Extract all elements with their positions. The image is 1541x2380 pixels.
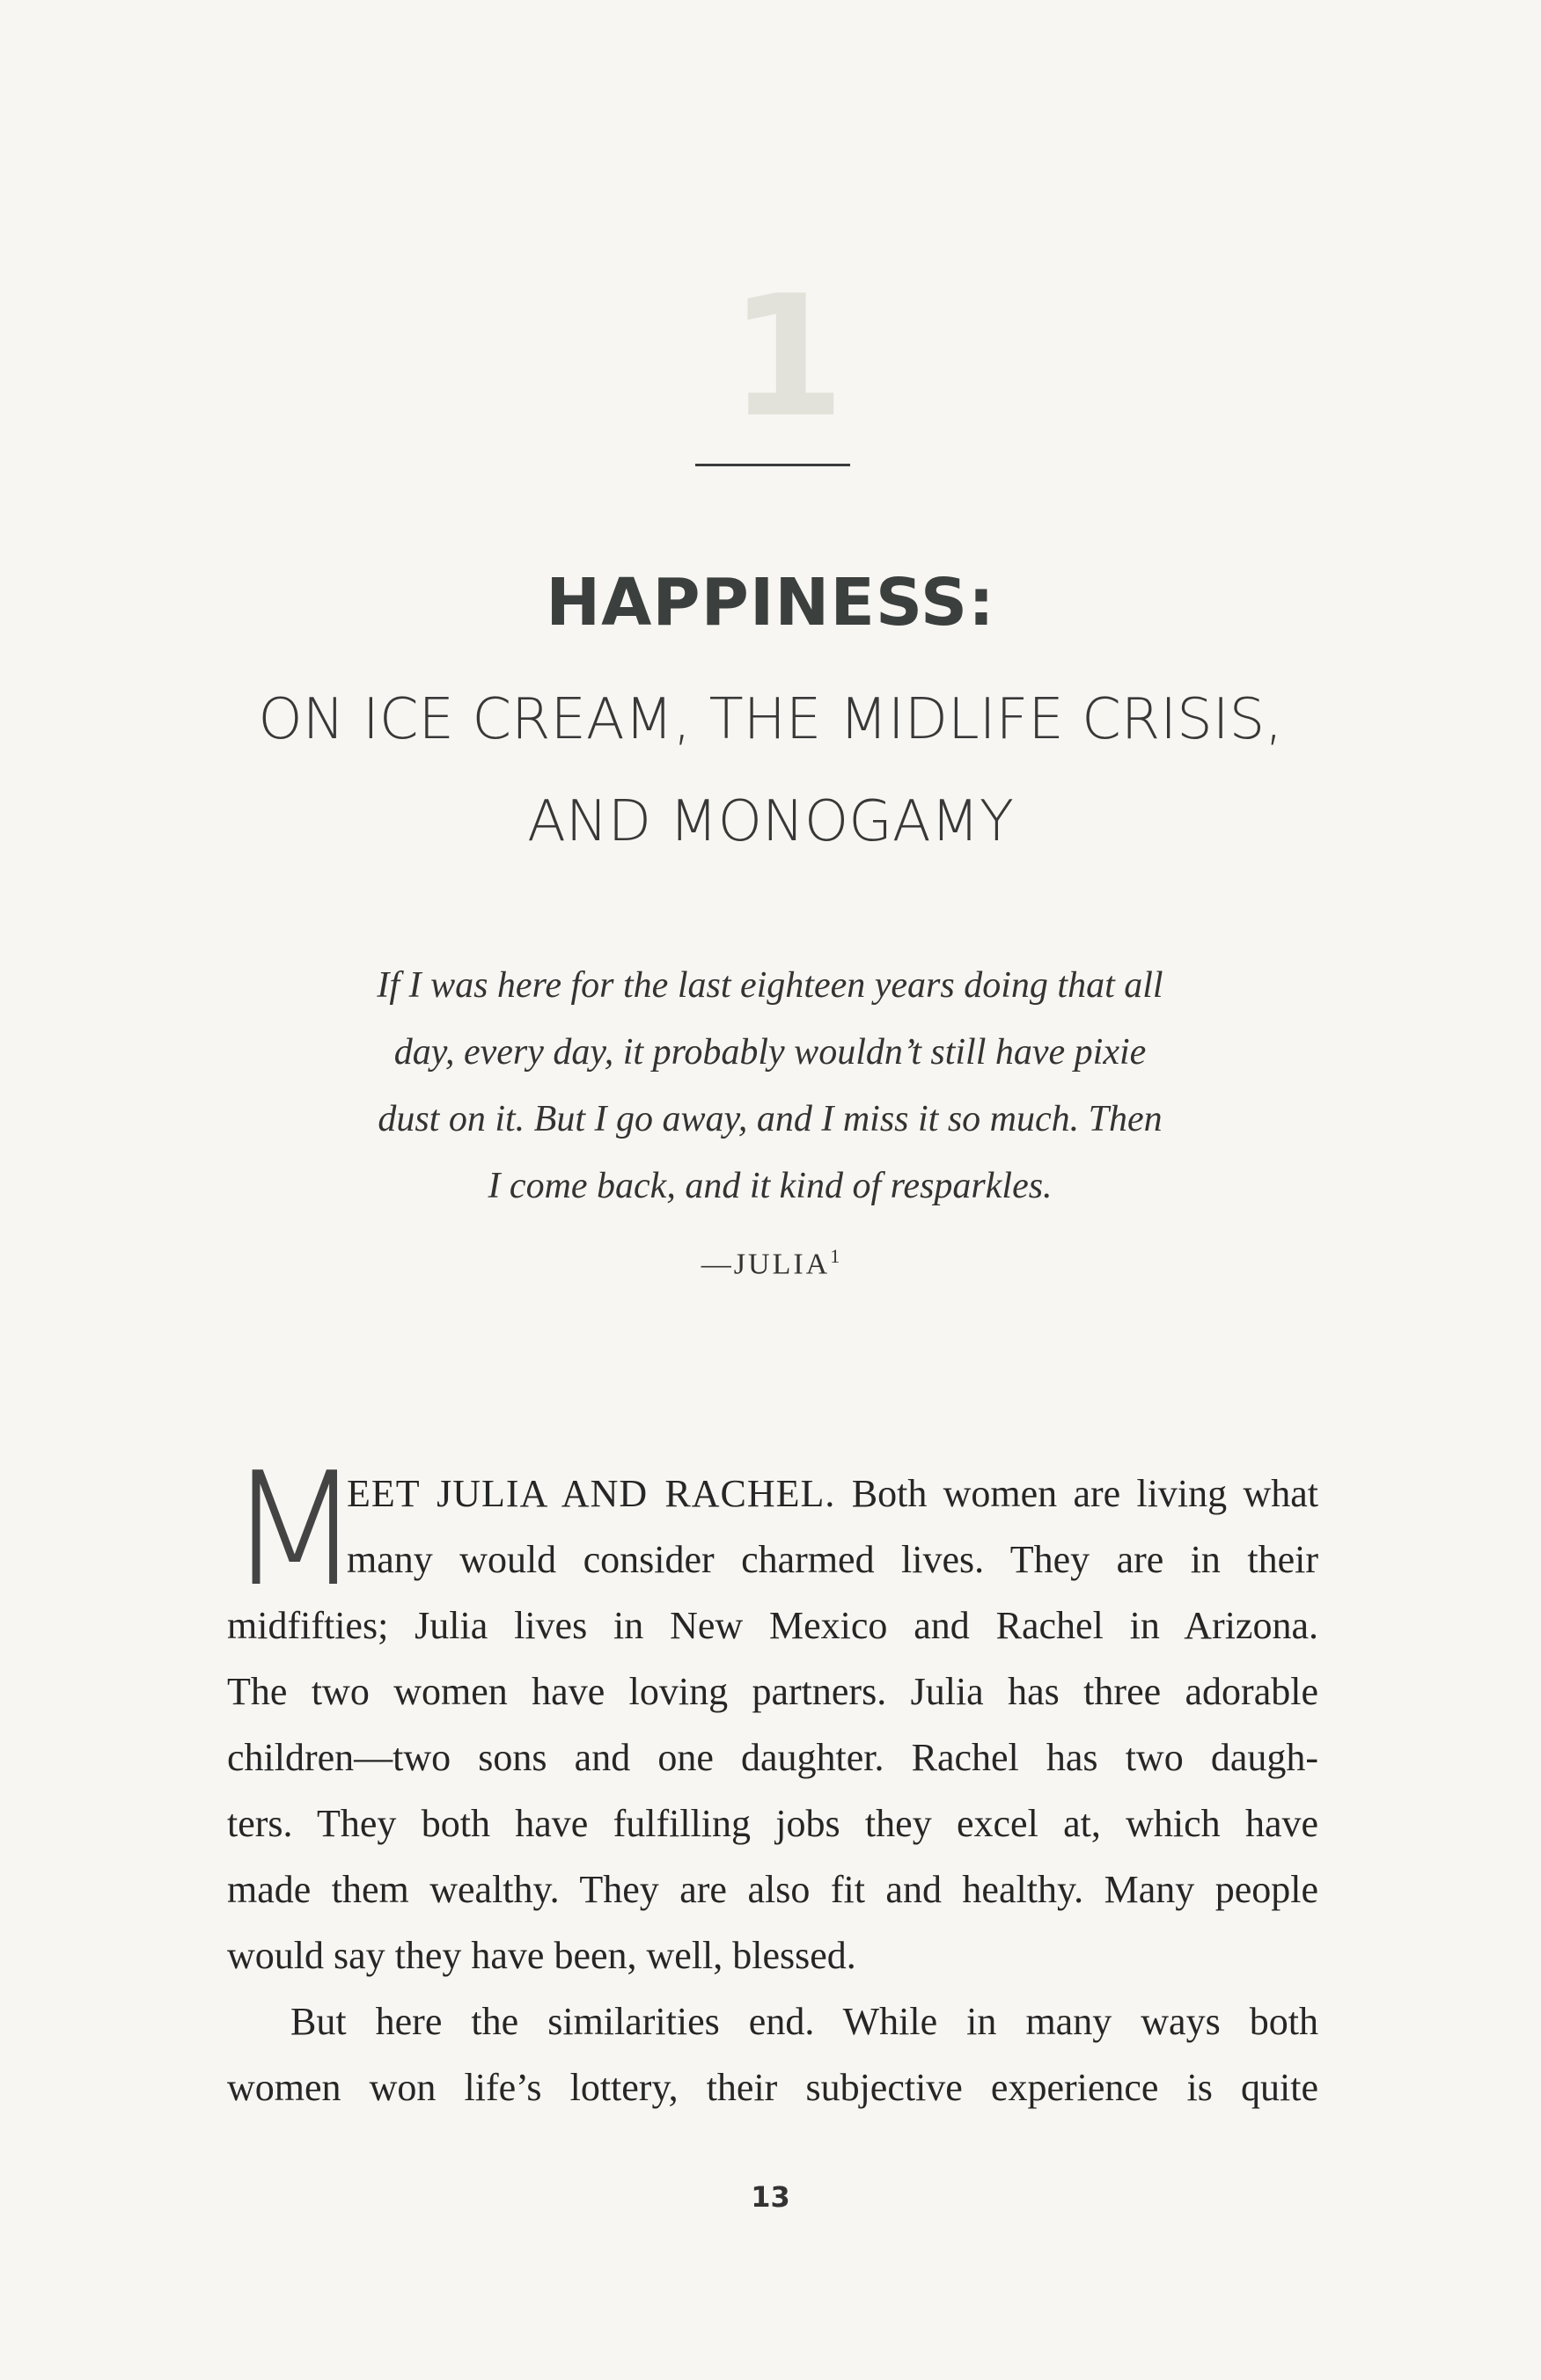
body-line: children—two sons and one daughter. Rachel has two daugh- [227,1736,1318,1779]
body-line: made them wealthy. They are also fit and healthy. Many people [227,1868,1318,1911]
drop-cap: M [227,1439,363,1621]
body-line: ters. They both have fulfilling jobs they excel at, which have [227,1802,1318,1845]
chapter-subtitle-line: ON ICE CREAM, THE MIDLIFE CRISIS, [258,687,1283,752]
chapter-subtitle-line: AND MONOGAMY [527,789,1014,854]
body-line: many would consider charmed lives. They are in their [347,1538,1318,1581]
epigraph-line: day, every day, it probably wouldn’t still have pixie [393,1032,1147,1073]
attribution-name: —JULIA [701,1248,831,1281]
body-line: would say they have been, well, blessed. [227,1934,856,1977]
page-number: 13 [751,2180,790,2214]
body-text [227,1439,1318,2120]
chapter-subtitle [0,669,1541,873]
chapter-divider-rule [695,464,850,466]
body-line: The two women have loving partners. Julia has three adorable [227,1670,1318,1713]
body-line [227,1461,1318,1527]
epigraph-line: If I was here for the last eighteen years doing that all [377,965,1163,1006]
epigraph-attribution [0,1245,1541,1281]
chapter-title: HAPPINESS: [546,565,995,641]
lead-in-smallcaps: EET JULIA AND RACHEL. [347,1472,836,1515]
epigraph-line: I come back, and it kind of resparkles. [488,1166,1053,1206]
body-line: But here the similarities end. While in many ways both [290,2000,1318,2043]
body-line: midfifties; Julia lives in New Mexico and Rachel in Arizona. [227,1604,1318,1647]
chapter-number: 1 [729,260,846,454]
lead-in-rest: Both women are living what [835,1472,1318,1515]
epigraph [264,952,1276,1219]
footnote-marker[interactable]: 1 [830,1245,840,1267]
body-line: women won life’s lottery, their subjective experience is quite [227,2066,1318,2109]
epigraph-line: dust on it. But I go away, and I miss it so much. Then [378,1099,1163,1139]
